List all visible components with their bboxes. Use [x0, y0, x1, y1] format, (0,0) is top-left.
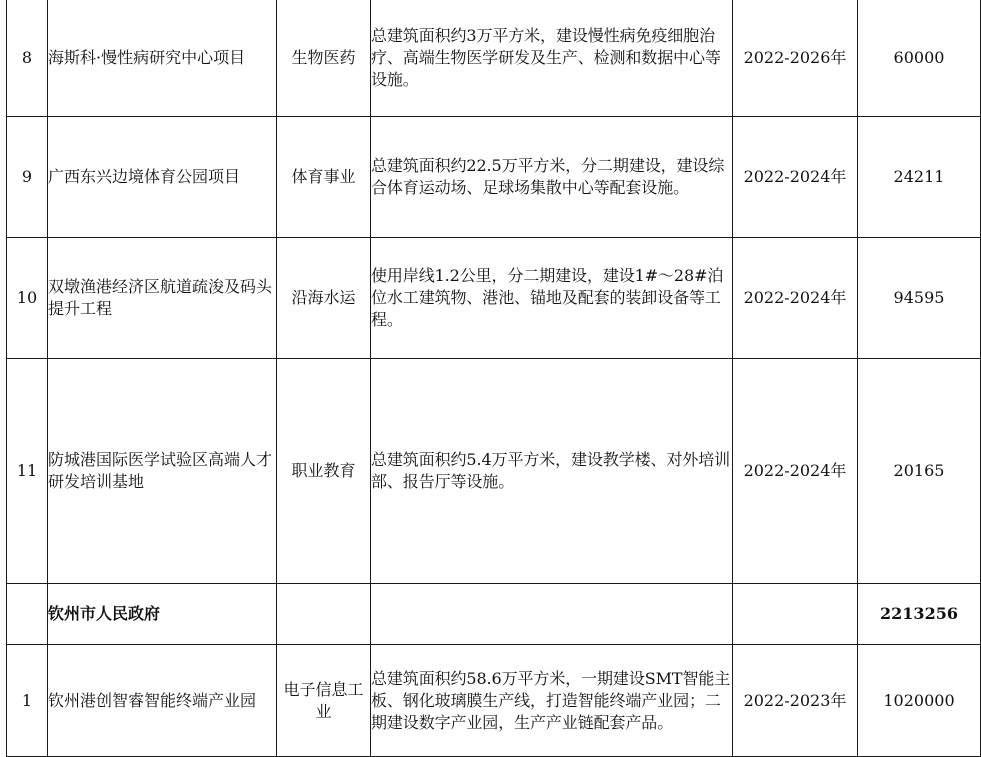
group-period: [733, 584, 858, 645]
row-index: 11: [7, 359, 48, 584]
project-name: 防城港国际医学试验区高端人才研发培训基地: [48, 359, 277, 584]
row-index: 1: [7, 645, 48, 757]
project-description: 总建筑面积约58.6万平方米，一期建设SMT智能主板、钢化玻璃膜生产线，打造智能终端产业园；二期建设数字产业园，生产产业链配套产品。: [371, 645, 733, 757]
table-row: [7, 359, 981, 584]
project-description: 总建筑面积约5.4万平方米，建设教学楼、对外培训部、报告厅等设施。: [371, 359, 733, 584]
table-row: [7, 238, 981, 359]
table-row: [7, 117, 981, 238]
project-name: 钦州港创智睿智能终端产业园: [48, 645, 277, 757]
project-description: 总建筑面积约3万平方米，建设慢性病免疫细胞治疗、高端生物医学研发及生产、检测和数据中心等设施。: [371, 0, 733, 117]
project-name: 广西东兴边境体育公园项目: [48, 117, 277, 238]
project-category: 生物医药: [277, 0, 371, 117]
row-index: 8: [7, 0, 48, 117]
group-index: [7, 584, 48, 645]
project-period: 2022-2024年: [733, 117, 858, 238]
project-investment: 1020000: [858, 645, 981, 757]
project-investment: 60000: [858, 0, 981, 117]
row-index: 9: [7, 117, 48, 238]
project-name: 海斯科·慢性病研究中心项目: [48, 0, 277, 117]
project-period: 2022-2023年: [733, 645, 858, 757]
group-name: 钦州市人民政府: [48, 584, 277, 645]
project-category: 体育事业: [277, 117, 371, 238]
table-row: [7, 0, 981, 117]
group-category: [277, 584, 371, 645]
project-category: 沿海水运: [277, 238, 371, 359]
table-row: [7, 645, 981, 757]
project-name: 双墩渔港经济区航道疏浚及码头提升工程: [48, 238, 277, 359]
project-description: 总建筑面积约22.5万平方米，分二期建设，建设综合体育运动场、足球场集散中心等配套设施。: [371, 117, 733, 238]
project-investment: 24211: [858, 117, 981, 238]
project-period: 2022-2024年: [733, 359, 858, 584]
group-description: [371, 584, 733, 645]
project-period: 2022-2026年: [733, 0, 858, 117]
project-investment: 94595: [858, 238, 981, 359]
group-total: 2213256: [858, 584, 981, 645]
project-table: [6, 0, 981, 757]
project-category: 电子信息工业: [277, 645, 371, 757]
project-investment: 20165: [858, 359, 981, 584]
group-row: [7, 584, 981, 645]
project-description: 使用岸线1.2公里，分二期建设，建设1#～28#泊位水工建筑物、港池、锚地及配套的装卸设备等工程。: [371, 238, 733, 359]
row-index: 10: [7, 238, 48, 359]
project-category: 职业教育: [277, 359, 371, 584]
project-period: 2022-2024年: [733, 238, 858, 359]
